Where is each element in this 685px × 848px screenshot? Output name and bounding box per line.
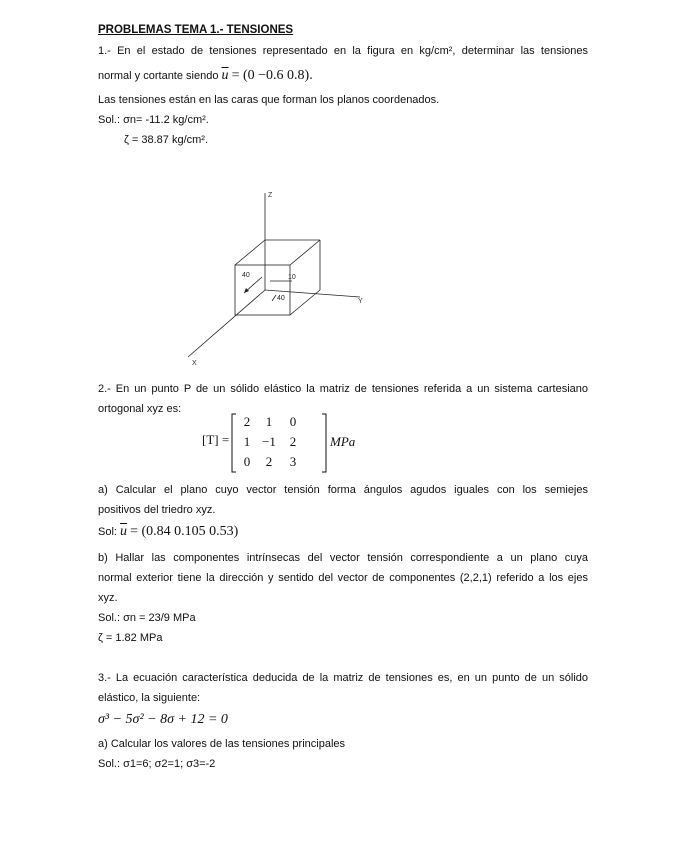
problem-2b-line2: normal exterior tiene la dirección y sentido del vector de componentes (2,2,1) referido a los ejes [98, 572, 588, 584]
problem-1-vector-name: $\overline{u}$ [221, 68, 229, 83]
problem-2a-line2: positivos del triedro xyz. [98, 504, 216, 516]
matrix-cell: 2 [289, 434, 297, 449]
stress-arrow-c [272, 295, 276, 301]
problem-2-statement-line1: 2.- En un punto P de un sólido elástico la matriz de tensiones referida a un sistema cartesiano [98, 383, 588, 395]
axis-y-label: Y [358, 298, 363, 305]
axis-x-label: X [192, 360, 197, 367]
problem-2a-vector-name: $\overline{u}$ [120, 524, 128, 539]
problem-2b-line3: xyz. [98, 592, 118, 604]
axis-x-line [188, 290, 265, 357]
problem-2a-line1: a) Calcular el plano cuyo vector tensión forma ángulos agudos iguales con los semiejes [98, 484, 588, 496]
problem-2b-solution-shear: ζ = 1.82 MPa [98, 632, 163, 644]
matrix-label: [T] = [202, 432, 230, 447]
stress-cube-figure [180, 185, 380, 370]
problem-3a-line: a) Calcular los valores de las tensiones principales [98, 738, 346, 750]
problem-2a-vector-value: = (0.84 0.105 0.53) [130, 524, 239, 539]
matrix-cell: 0 [289, 414, 297, 429]
matrix-unit: MPa [330, 434, 356, 449]
problem-1-statement-line2 [98, 68, 313, 84]
matrix-cell: −1 [262, 434, 276, 449]
page-title: PROBLEMAS TEMA 1.- TENSIONES [98, 24, 294, 36]
problem-2b-solution-normal: Sol.: σn = 23/9 MPa [98, 612, 196, 624]
problem-1-solution-normal: Sol.: σn= -11.2 kg/cm². [98, 114, 209, 126]
stress-label-a: 40 [242, 272, 250, 279]
matrix-cell: 2 [243, 414, 251, 429]
problem-1-line2-text: normal y cortante siendo [98, 70, 219, 82]
problem-2a-solution [98, 524, 238, 540]
matrix-cell: 2 [265, 454, 273, 469]
problem-3-solution: Sol.: σ1=6; σ2=1; σ3=-2 [98, 758, 216, 770]
problem-1-statement-line3: Las tensiones están en las caras que forman los planos coordenados. [98, 94, 440, 106]
matrix-cell: 0 [243, 454, 251, 469]
stress-label-b: 10 [288, 274, 296, 281]
characteristic-equation: σ³ − 5σ² − 8σ + 12 = 0 [98, 712, 228, 727]
problem-3-statement-line1: 3.- La ecuación característica deducida de la matriz de tensiones es, en un punto de un sólido [98, 672, 588, 684]
stress-label-c: 40 [277, 295, 285, 302]
problem-1-solution-shear: ζ = 38.87 kg/cm². [124, 134, 209, 146]
problem-2a-sol-label: Sol: [98, 526, 117, 538]
problem-1-statement-line1: 1.- En el estado de tensiones representado en la figura en kg/cm², determinar las tensiones [98, 45, 588, 57]
problem-1-vector-value: = (0 −0.6 0.8). [231, 68, 313, 83]
problem-3-statement-line2: elástico, la siguiente: [98, 692, 201, 704]
problem-2b-line1: b) Hallar las componentes intrínsecas del vector tensión correspondiente a un plano cuya [98, 552, 588, 564]
matrix-cell: 3 [289, 454, 297, 469]
matrix-cell: 1 [243, 434, 251, 449]
axis-z-label: Z [268, 192, 273, 199]
matrix-cell: 1 [265, 414, 273, 429]
problem-2-statement-line2: ortogonal xyz es: [98, 403, 182, 415]
